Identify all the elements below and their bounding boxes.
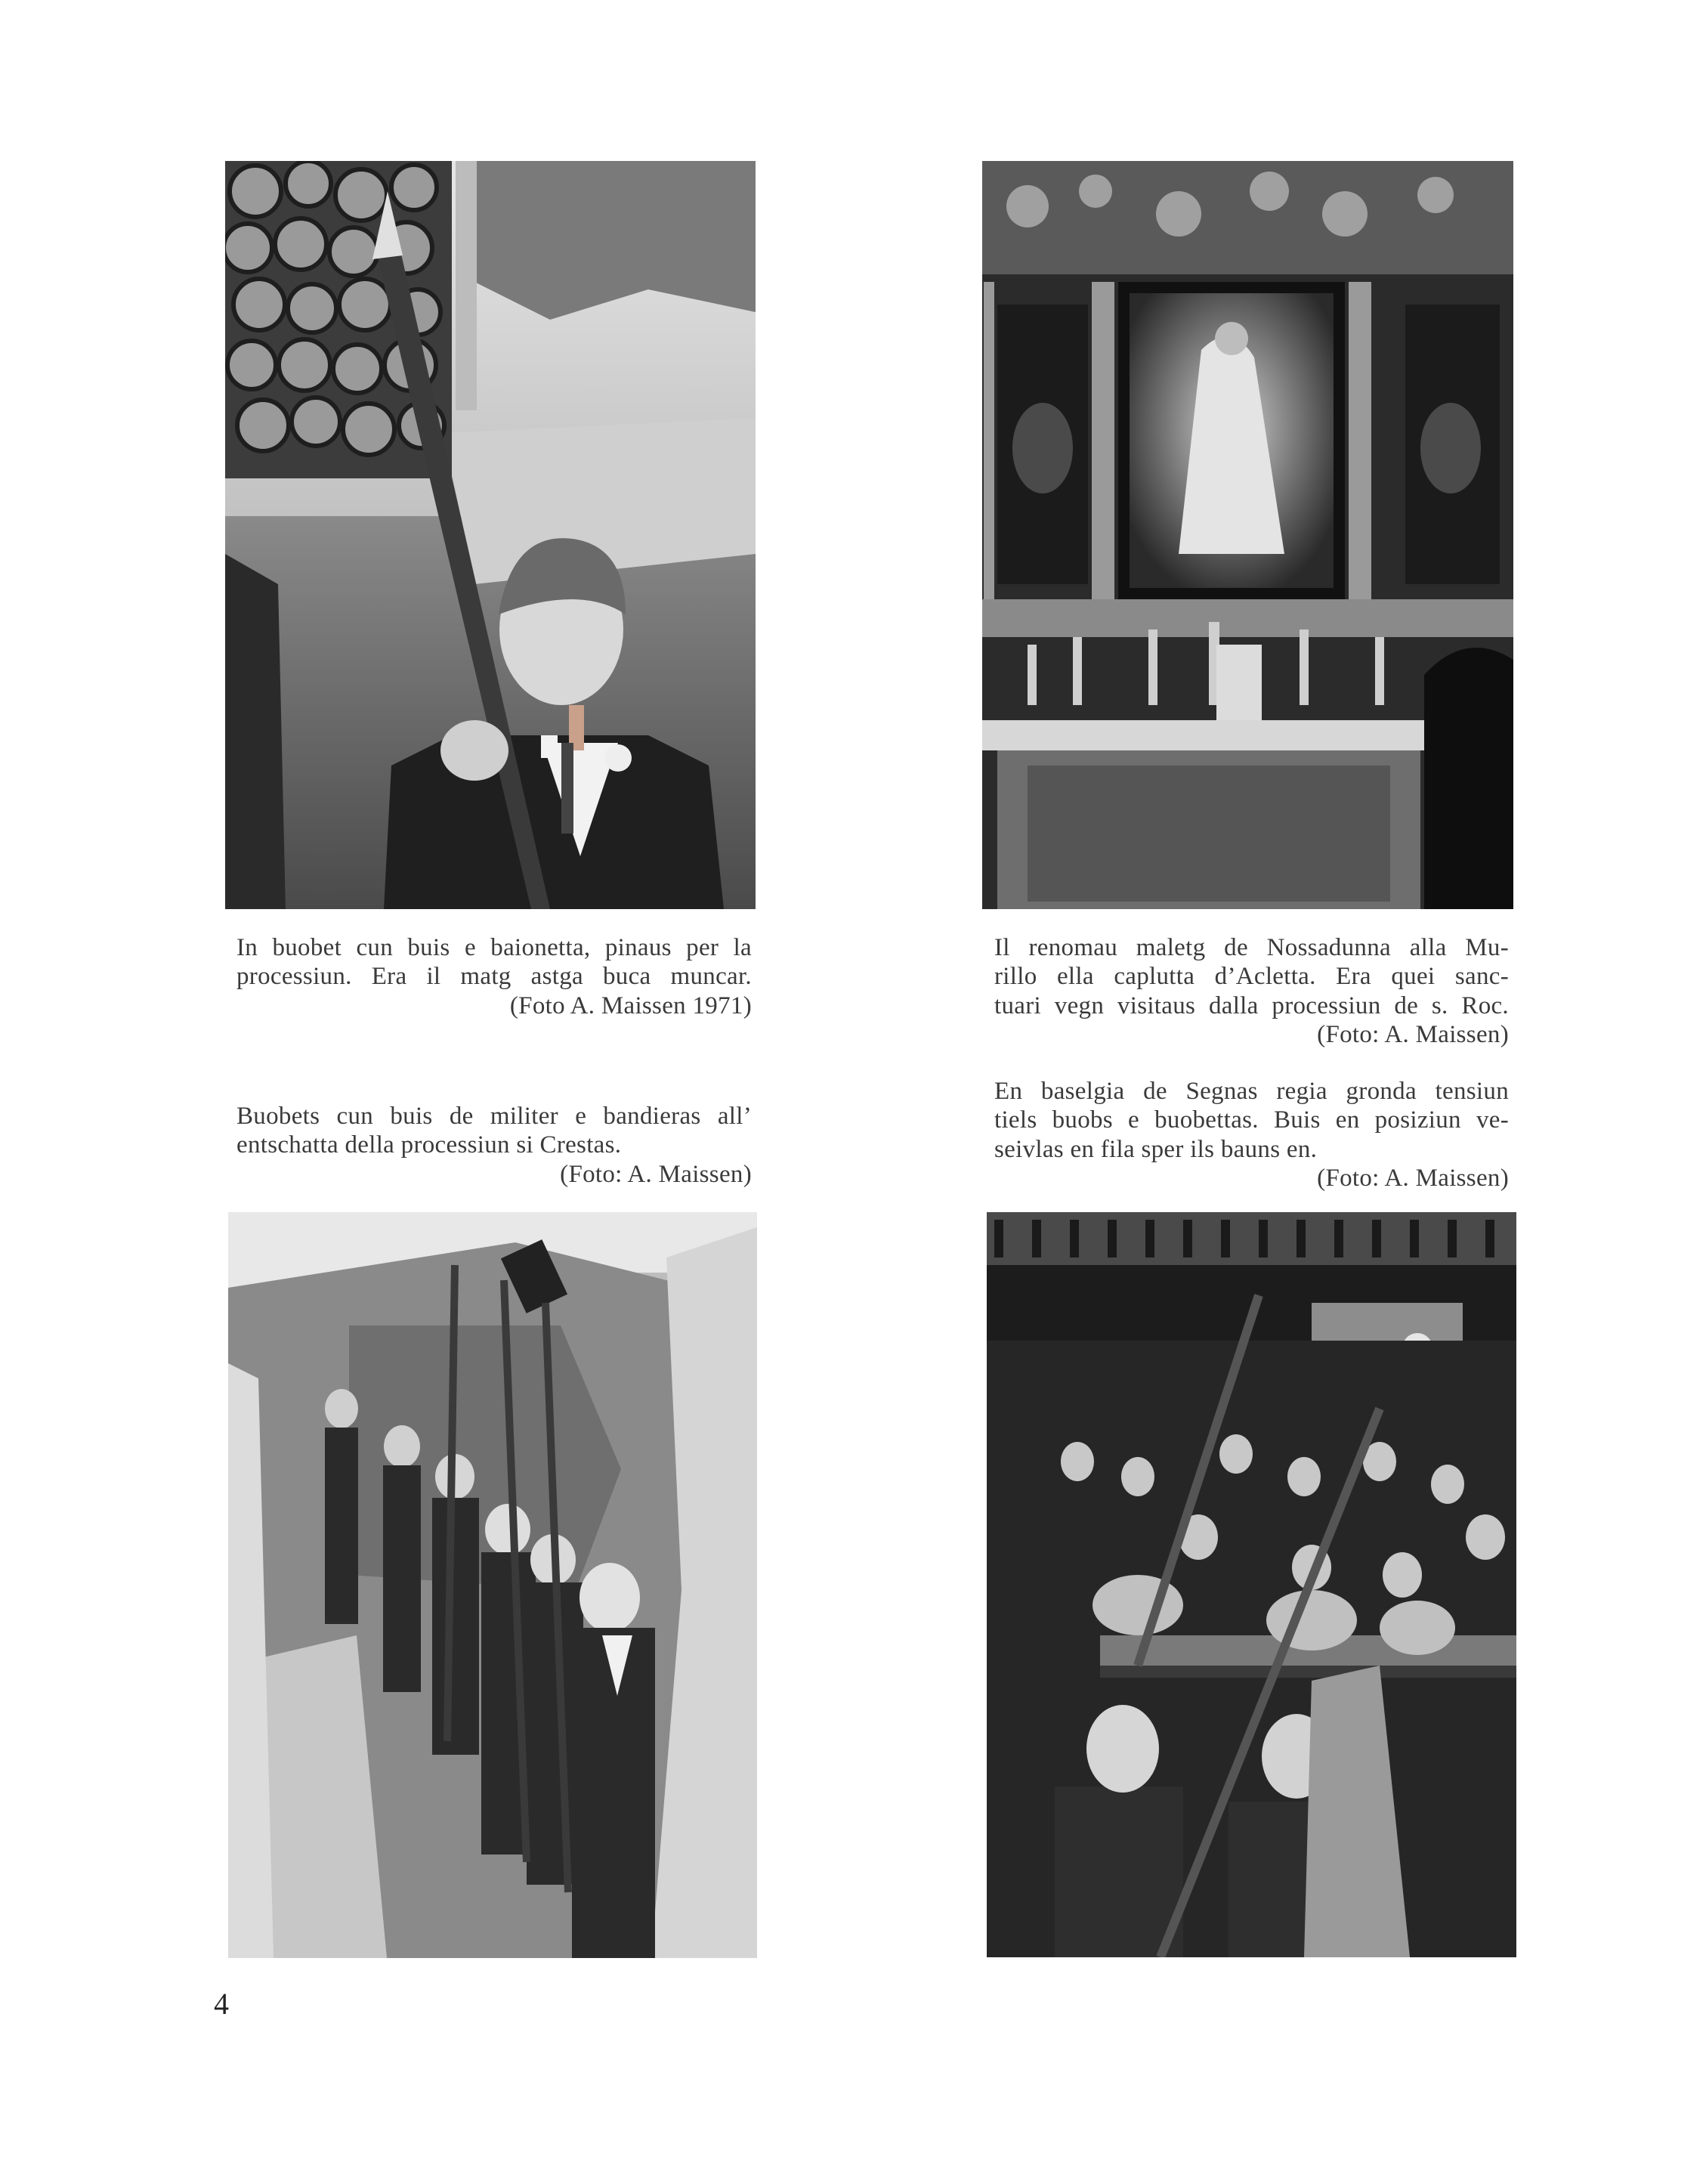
caption-line: tiels buobs e buobettas. Buis en posiziun ve- (994, 1106, 1509, 1134)
caption-line: seivlas en fila sper ils bauns en. (994, 1135, 1318, 1163)
caption-photo-church (994, 1077, 1509, 1193)
caption-line: rillo ella caplutta d’Acletta. Era quei sanc- (994, 963, 1509, 991)
photo-boy-with-bayonet (225, 161, 756, 909)
photo-credit: (Foto: A. Maissen) (1317, 1164, 1509, 1192)
caption-photo-procession (236, 1102, 752, 1189)
photo-procession-crestas (228, 1212, 757, 1958)
photo-procession-crestas-image (228, 1212, 757, 1958)
caption-line: En baselgia de Segnas regia gronda tensiun (994, 1078, 1509, 1105)
photo-altar-madonna-image (982, 161, 1513, 909)
photo-credit: (Foto: A. Maissen) (1317, 1020, 1509, 1048)
page-number: 4 (214, 1987, 229, 2021)
photo-church-segnas-image (987, 1212, 1516, 1957)
caption-line: Buobets cun buis de militer e bandieras all’ (236, 1103, 752, 1130)
caption-line: tuari vegn visitaus dalla processiun de s. Roc. (994, 991, 1509, 1019)
photo-altar-madonna (982, 161, 1513, 909)
photo-credit: (Foto A. Maissen 1971) (509, 991, 752, 1019)
photo-credit: (Foto: A. Maissen) (560, 1160, 752, 1188)
caption-line: entschatta della processiun si Crestas. (236, 1131, 622, 1159)
caption-line: processiun. Era il matg astga buca muncar. (236, 963, 752, 991)
caption-line: In buobet cun buis e baionetta, pinaus per la (236, 934, 752, 961)
photo-boy-with-bayonet-image (225, 161, 756, 909)
caption-line: Il renomau maletg de Nossadunna alla Mu- (994, 934, 1509, 961)
caption-photo-boy (236, 933, 752, 1020)
caption-photo-altar (994, 933, 1509, 1049)
photo-church-segnas (987, 1212, 1516, 1957)
